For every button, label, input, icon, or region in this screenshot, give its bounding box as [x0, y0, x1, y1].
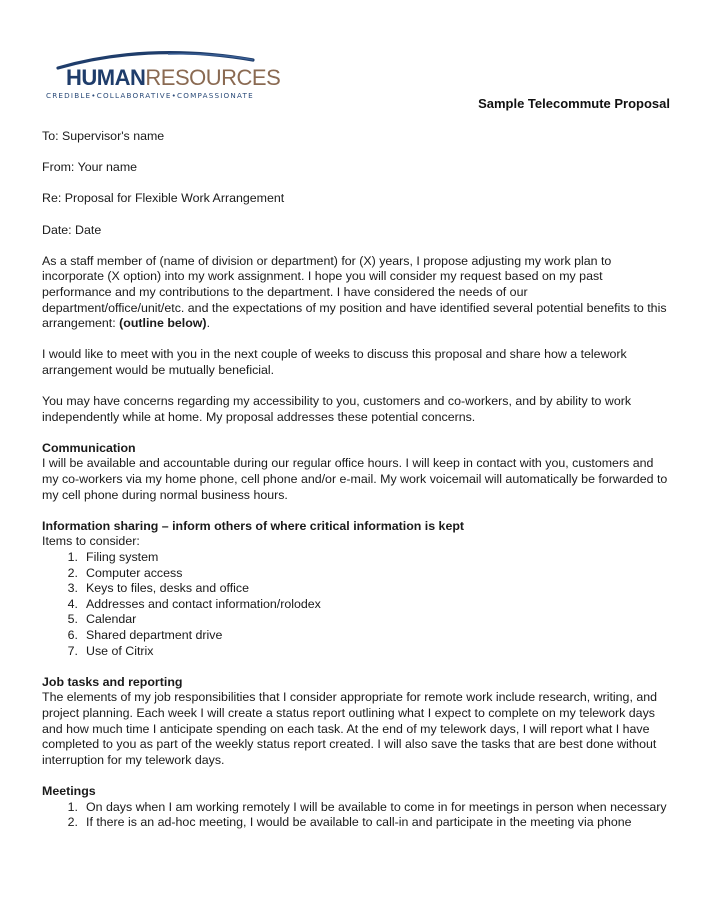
intro-end: .	[206, 316, 211, 331]
list-item	[42, 550, 672, 566]
document-title: Sample Telecommute Proposal	[478, 96, 670, 111]
list-text: Computer access	[86, 565, 183, 580]
communication-heading: Communication	[42, 440, 136, 455]
list-number: 1.	[67, 799, 78, 814]
meetings-heading: Meetings	[42, 783, 96, 798]
communication-body: I will be available and accountable during our regular office hours. I will keep in contact with you, customers and my co-workers via my home phone, cell phone and/or e-mail. My work voicemail will automatically be forwarded to my cell phone during normal business hours.	[42, 456, 668, 502]
list-item	[42, 800, 672, 816]
list-item	[42, 644, 672, 660]
concerns-paragraph: You may have concerns regarding my accessibility to you, customers and co-workers, and by ability to work independently while at home. My proposal addresses these potential concerns.	[42, 394, 632, 424]
intro-paragraph	[42, 254, 672, 332]
date-line: Date: Date	[42, 222, 102, 237]
list-item	[42, 612, 672, 628]
list-text: Shared department drive	[86, 628, 223, 642]
list-item	[42, 581, 672, 597]
meetings-list	[42, 800, 672, 831]
from-line: From: Your name	[42, 160, 138, 175]
list-number: 3.	[67, 581, 78, 596]
list-number: 4.	[67, 596, 78, 611]
job-tasks-body: The elements of my job responsibilities that I consider appropriate for remote work include research, writing, and project planning. Each week I will create a status report outlining what I expect to complete on my telework days and how much time I anticipate spending on each task. At the end of my telework days, I will report what I have completed to you as part of the weekly status report created. I will also save the tasks that are best done without interruption for my telework days.	[42, 690, 658, 767]
list-item	[42, 628, 672, 644]
intro-bold-text: (outline below)	[119, 316, 207, 331]
logo-wordmark	[66, 67, 280, 89]
list-number: 2.	[67, 815, 78, 830]
list-number: 7.	[67, 643, 78, 658]
list-number: 5.	[67, 612, 78, 627]
human-resources-logo	[44, 48, 281, 104]
list-text: Calendar	[86, 612, 137, 627]
logo-tagline: CREDIBLE•COLLABORATIVE•COMPASSIONATE	[46, 91, 254, 100]
document-body	[42, 129, 672, 831]
list-item	[42, 566, 672, 582]
list-text: Filing system	[86, 550, 159, 565]
info-sharing-intro: Items to consider:	[42, 534, 140, 549]
info-sharing-list	[42, 550, 672, 659]
re-line: Re: Proposal for Flexible Work Arrangement	[42, 191, 285, 206]
list-text: Addresses and contact information/rolodex	[86, 596, 321, 611]
job-tasks-heading: Job tasks and reporting	[42, 674, 183, 689]
list-number: 6.	[67, 628, 78, 642]
list-item	[42, 815, 672, 831]
logo-word-resources: RESOURCES	[145, 65, 281, 90]
intro-text: As a staff member of (name of division or department) for (X) years, I propose adjusting my work plan to incorporate (X option) into my work assignment. I hope you will consider my request based on my past performance and my contributions to the department. I have considered the needs of our department/office/unit/etc. and the expectations of my position and have identified several potential benefits to this arrangement:	[42, 253, 667, 331]
list-number: 1.	[67, 550, 78, 565]
list-text: On days when I am working remotely I will be available to come in for meetings in person when necessary	[86, 799, 667, 814]
list-text: Keys to files, desks and office	[86, 581, 250, 596]
list-number: 2.	[67, 565, 78, 580]
meeting-request-paragraph: I would like to meet with you in the next couple of weeks to discuss this proposal and share how a telework arrangement would be mutually beneficial.	[42, 347, 627, 377]
info-sharing-heading: Information sharing – inform others of where critical information is kept	[42, 518, 465, 533]
logo-word-human: HUMAN	[66, 65, 146, 90]
to-line: To: Supervisor's name	[42, 129, 165, 143]
list-text: Use of Citrix	[86, 643, 154, 658]
list-item	[42, 597, 672, 613]
list-text: If there is an ad-hoc meeting, I would be available to call-in and participate in the meeting via phone	[86, 815, 632, 830]
